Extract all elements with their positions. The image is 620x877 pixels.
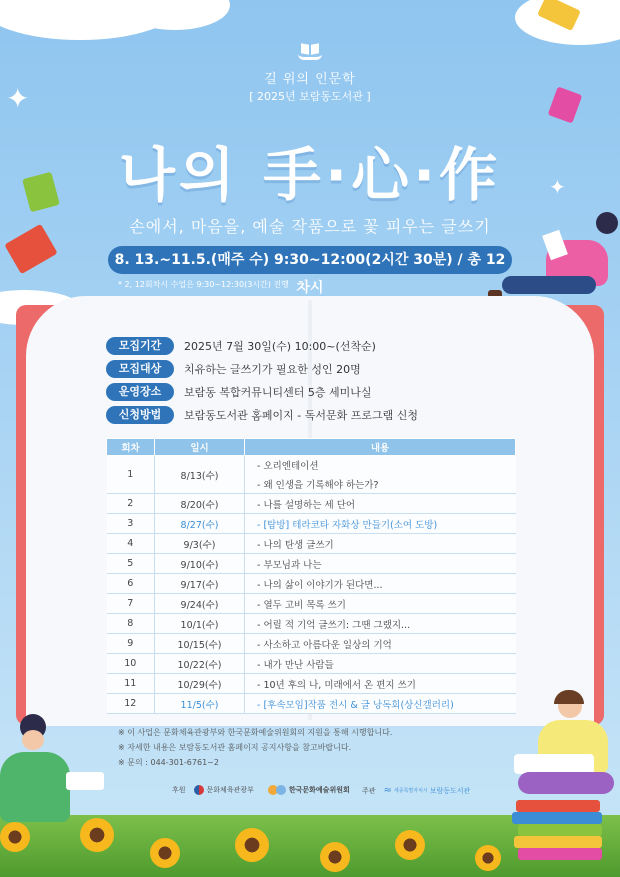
- table-row: [107, 654, 516, 674]
- note-line: ※ 이 사업은 문화체육관광부와 한국문화예술위원회의 지원을 통해 시행합니다.: [118, 728, 393, 737]
- row-no: 2: [107, 494, 155, 514]
- seated-reader-illustration: [508, 694, 618, 804]
- table-row-highlight: [107, 514, 516, 534]
- row-no: 6: [107, 574, 155, 594]
- organizer-name: 보람동도서관: [429, 786, 471, 795]
- series-subtitle: [ 2025년 보람동도서관 ]: [249, 90, 371, 103]
- row-date: 8/13(수): [155, 456, 245, 494]
- row-content: [245, 456, 516, 494]
- column-header-no: 회차: [107, 439, 155, 456]
- notes: [118, 725, 392, 770]
- book-stack-illustration: [512, 800, 608, 870]
- info-label: 모집기간: [106, 337, 174, 355]
- row-date: 10/29(수): [155, 674, 245, 694]
- info-row-target: [106, 359, 361, 378]
- row-date: 10/15(수): [155, 634, 245, 654]
- sunflower-icon: [320, 842, 350, 872]
- row-no: 7: [107, 594, 155, 614]
- organizer-label: 주관: [362, 786, 376, 795]
- sunflower-icon: [150, 838, 180, 868]
- row-content: - 내가 만난 사람들: [245, 654, 516, 674]
- table-row: [107, 494, 516, 514]
- row-date: 9/10(수): [155, 554, 245, 574]
- sunflower-icon: [235, 828, 269, 862]
- organizer-small: 세종특별자치시: [393, 788, 428, 794]
- host-name-1: 문화체육관광부: [206, 786, 254, 794]
- arts-council-logo-icon: [276, 785, 286, 795]
- library-logo-icon: ≈: [383, 785, 392, 796]
- row-content: - [탐방] 테라코타 자화상 만들기(소여 도방): [245, 514, 516, 534]
- table-row: [107, 534, 516, 554]
- info-value: 보람동도서관 홈페이지 - 독서문화 프로그램 신청: [184, 408, 418, 422]
- row-content: - 나를 설명하는 세 단어: [245, 494, 516, 514]
- row-no: 10: [107, 654, 155, 674]
- table-row: [107, 674, 516, 694]
- row-date: 8/20(수): [155, 494, 245, 514]
- note-line: ※ 자세한 내용은 보람동도서관 홈페이지 공지사항을 참고바랍니다.: [118, 743, 352, 752]
- row-date: 9/17(수): [155, 574, 245, 594]
- info-row-apply: [106, 405, 418, 424]
- row-content-line: - 오리엔테이션: [257, 461, 319, 472]
- info-label: 모집대상: [106, 360, 174, 378]
- page-title: 나의 手·心·作: [118, 141, 502, 209]
- table-row: [107, 634, 516, 654]
- note-line: ※ 문의 : 044-301-6761~2: [118, 758, 219, 767]
- row-no: 9: [107, 634, 155, 654]
- info-value: 2025년 7월 30일(수) 10:00~(선착순): [184, 339, 376, 353]
- host-name-2: 한국문화예술위원회: [288, 786, 350, 794]
- info-label: 운영장소: [106, 383, 174, 401]
- info-value: 치유하는 글쓰기가 필요한 성인 20명: [184, 362, 361, 376]
- row-no: 8: [107, 614, 155, 634]
- row-no: 1: [107, 456, 155, 494]
- schedule-table: [106, 438, 516, 714]
- page-subtitle: 손에서, 마음을, 예술 작품으로 꽃 피우는 글쓰기: [129, 217, 491, 236]
- row-content: - 나의 탄생 글쓰기: [245, 534, 516, 554]
- row-date: 9/24(수): [155, 594, 245, 614]
- sponsor-host: [172, 785, 350, 795]
- sunflower-icon: [80, 818, 114, 852]
- row-content: - 어릴 적 기억 글쓰기: 그땐 그랬지...: [245, 614, 516, 634]
- row-content-line: - 왜 인생을 기록해야 하는가?: [257, 480, 379, 491]
- row-no: 3: [107, 514, 155, 534]
- series-title: 길 위의 인문학: [264, 72, 356, 87]
- row-no: 4: [107, 534, 155, 554]
- row-content: - 사소하고 아름다운 일상의 기억: [245, 634, 516, 654]
- sponsor-organizer: [362, 785, 470, 796]
- row-no: 5: [107, 554, 155, 574]
- row-date: 10/22(수): [155, 654, 245, 674]
- row-no: 12: [107, 694, 155, 714]
- row-date: 8/27(수): [155, 514, 245, 534]
- table-row: [107, 594, 516, 614]
- table-header-row: [107, 439, 516, 456]
- row-content: - 부모님과 나는: [245, 554, 516, 574]
- sparkle-icon: ✦: [549, 175, 566, 199]
- writing-person-illustration: [0, 712, 110, 822]
- ministry-logo-icon: [194, 785, 204, 795]
- info-value: 보람동 복합커뮤니티센터 5층 세미나실: [184, 385, 372, 399]
- sunflower-icon: [0, 822, 30, 852]
- host-label: 후원: [172, 786, 186, 794]
- row-date: 10/1(수): [155, 614, 245, 634]
- row-date: 9/3(수): [155, 534, 245, 554]
- row-no: 11: [107, 674, 155, 694]
- info-label: 신청방법: [106, 406, 174, 424]
- table-row: [107, 554, 516, 574]
- info-row-period: [106, 336, 376, 355]
- table-row: [107, 574, 516, 594]
- sunflower-icon: [475, 845, 501, 871]
- table-row: [107, 456, 516, 494]
- row-content: - 나의 삶이 이야기가 된다면...: [245, 574, 516, 594]
- sparkle-icon: ✦: [6, 82, 30, 115]
- sunflower-icon: [395, 830, 425, 860]
- row-content: - 10년 후의 나, 미래에서 온 편지 쓰기: [245, 674, 516, 694]
- row-date: 11/5(수): [155, 694, 245, 714]
- date-note: * 2, 12회차시 수업은 9:30~12:30(3시간) 진행: [118, 280, 289, 289]
- row-content: - [후속모임]작품 전시 & 글 낭독회(상신갤러리): [245, 694, 516, 714]
- column-header-date: 일시: [155, 439, 245, 456]
- row-content: - 열두 고비 목록 쓰기: [245, 594, 516, 614]
- date-range-badge: 8. 13.~11.5.(매주 수) 9:30~12:00(2시간 30분) / 총 12차시: [108, 246, 512, 274]
- table-row-highlight: [107, 694, 516, 714]
- book-logo-icon: [298, 40, 322, 60]
- info-row-place: [106, 382, 372, 401]
- reading-person-illustration: [488, 210, 618, 310]
- column-header-content: 내용: [245, 439, 516, 456]
- table-row: [107, 614, 516, 634]
